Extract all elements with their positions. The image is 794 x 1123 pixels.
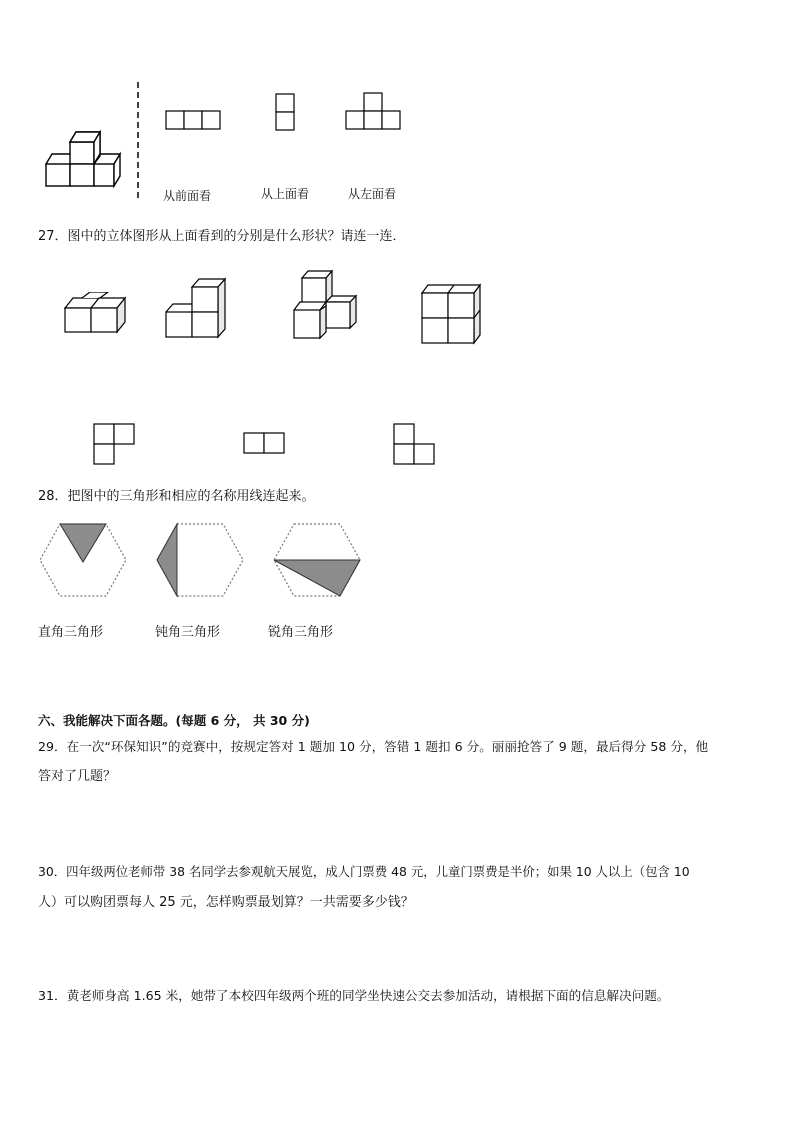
q28-hexagon-1 bbox=[38, 522, 128, 598]
q29-line2: 答对了几题？ bbox=[38, 769, 117, 784]
q26-left-view bbox=[345, 92, 403, 132]
q28-label-right-triangle: 直角三角形 bbox=[38, 625, 104, 640]
q26-caption-left: 从左面看 bbox=[348, 187, 397, 201]
q28-label-obtuse-triangle: 钝角三角形 bbox=[155, 625, 221, 640]
q27-question-text: 27．图中的立体图形从上面看到的分别是什么形状？请连一连． bbox=[38, 229, 406, 244]
q27-top-view-b bbox=[243, 432, 287, 454]
q27-top-view-a bbox=[93, 423, 137, 467]
q27-solid-d bbox=[420, 283, 484, 345]
q28-hexagon-2 bbox=[155, 522, 245, 598]
q26-front-view bbox=[165, 110, 223, 132]
q26-solid-figure bbox=[44, 128, 126, 190]
q27-solid-c bbox=[292, 270, 360, 340]
q27-top-view-c bbox=[393, 423, 437, 467]
q27-solid-b bbox=[165, 277, 227, 339]
q28-label-acute-triangle: 锐角三角形 bbox=[268, 625, 334, 640]
q26-caption-top: 从上面看 bbox=[261, 187, 310, 201]
q27-solid-a bbox=[64, 292, 128, 334]
section6-heading: 六、我能解决下面各题。(每题 6 分， 共 30 分) bbox=[38, 713, 310, 728]
q30-line2: 人）可以购团票每人 25 元，怎样购票最划算？一共需要多少钱？ bbox=[38, 895, 414, 910]
q26-top-view bbox=[275, 93, 297, 131]
q29-line1: 29．在一次“环保知识”的竞赛中，按规定答对 1 题加 10 分，答错 1 题扣 6 分。丽丽抢答了 9 题，最后得分 58 分，他 bbox=[38, 739, 709, 754]
q30-line1: 30．四年级两位老师带 38 名同学去参观航天展览，成人门票费 48 元，儿童门票费是半价；如果 10 人以上（包含 10 bbox=[38, 864, 690, 879]
q26-caption-front: 从前面看 bbox=[163, 189, 212, 203]
q28-hexagon-3 bbox=[272, 522, 362, 598]
q26-dashed-divider bbox=[136, 82, 140, 198]
q28-question-text: 28．把图中的三角形和相应的名称用线连起来。 bbox=[38, 489, 315, 504]
q31-line1: 31．黄老师身高 1.65 米，她带了本校四年级两个班的同学坐快速公交去参加活动，请根据下面的信息解决问题。 bbox=[38, 988, 670, 1003]
